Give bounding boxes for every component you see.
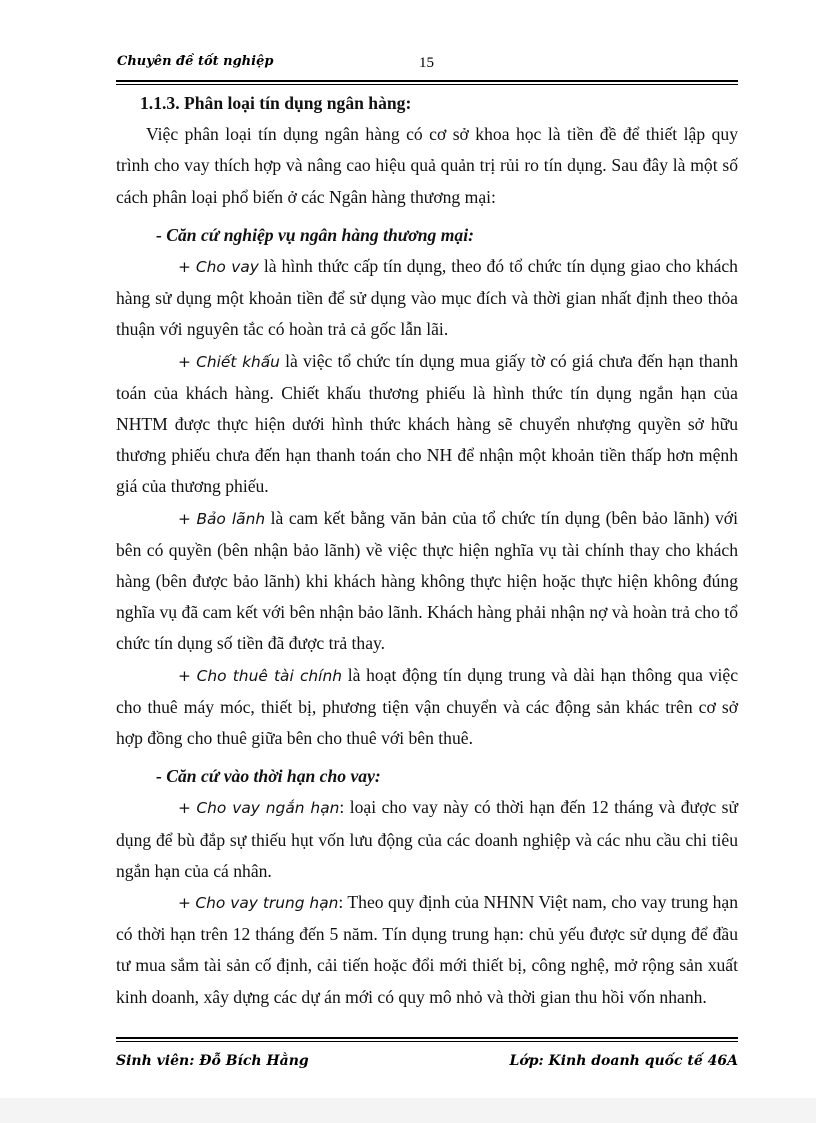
item-term: Bảo lãnh xyxy=(196,509,266,528)
item-text: : loại cho vay này có thời hạn đến 12 tháng và được sử dụng để bù đắp sự thiếu hụt vốn lưu động của các doanh nghiệp và các nhu cầu chi tiêu ngắn hạn của cá nhân. xyxy=(116,797,739,881)
plus-sign: + xyxy=(178,799,191,818)
footer-rule xyxy=(116,1037,738,1039)
list-item xyxy=(116,660,738,755)
item-term: Cho vay trung hạn xyxy=(195,894,339,913)
item-text: là cam kết bằng văn bản của tổ chức tín dụng (bên bảo lãnh) với bên có quyền (bên nhận bảo lãnh) về việc thực hiện nghĩa vụ tài chính thay cho khách hàng (bên được bảo lãnh) khi khách hàng không thực hiện hoặc thực hiện không đúng nghĩa vụ đã cam kết với bên nhận bảo lãnh. Khách hàng phải nhận nợ và hoàn trả cho tổ chức tín dụng số tiền đã được trả thay. xyxy=(116,507,739,654)
footer-student: Sinh viên: Đỗ Bích Hằng xyxy=(116,1053,309,1069)
item-term: Cho vay xyxy=(195,258,259,277)
plus-sign: + xyxy=(178,509,191,528)
page-bottom-margin xyxy=(0,1098,816,1123)
item-term: Chiết khấu xyxy=(196,352,280,371)
list-item xyxy=(116,251,738,346)
plus-sign: + xyxy=(178,894,191,913)
list-item xyxy=(116,346,738,503)
plus-sign: + xyxy=(178,352,191,371)
list-item xyxy=(116,887,738,1013)
item-term: Cho vay ngắn hạn xyxy=(196,799,340,818)
body-text xyxy=(116,88,738,1013)
header-rule xyxy=(116,80,738,82)
header-title: Chuyên đề tốt nghiệp xyxy=(117,54,274,69)
list-item xyxy=(116,792,738,887)
section-heading: 1.1.3. Phân loại tín dụng ngân hàng: xyxy=(140,93,412,113)
plus-sign: + xyxy=(178,666,191,685)
page-number: 15 xyxy=(419,55,434,71)
footer-rule-thin xyxy=(116,1041,738,1042)
criterion-heading-1: - Căn cứ nghiệp vụ ngân hàng thương mại: xyxy=(156,224,474,245)
plus-sign: + xyxy=(178,258,191,277)
intro-paragraph: Việc phân loại tín dụng ngân hàng có cơ sở khoa học là tiền đề để thiết lập quy trình cho vay thích hợp và nâng cao hiệu quả quản trị rủi ro tín dụng. Sau đây là một số cách phân loại phổ biến ở các Ngân hàng thương mại: xyxy=(116,124,738,207)
header-rule-thin xyxy=(116,84,738,85)
footer-class: Lớp: Kinh doanh quốc tế 46A xyxy=(509,1053,738,1069)
item-term: Cho thuê tài chính xyxy=(196,666,342,685)
item-text: là việc tổ chức tín dụng mua giấy tờ có giá chưa đến hạn thanh toán của khách hàng. Chiết khấu thương phiếu là hình thức tín dụng ngắn hạn của NHTM được thực hiện dưới hình thức khách hàng sẽ chuyển nhượng quyền sở hữu thương phiếu chưa đến hạn thanh toán cho NH để nhận một khoản tiền thấp hơn mệnh giá của thương phiếu. xyxy=(116,350,738,497)
item-text: là hoạt động tín dụng trung và dài hạn thông qua việc cho thuê máy móc, thiết bị, phương tiện vận chuyển và các động sản khác trên cơ sở hợp đồng cho thuê giữa bên cho thuê với bên thuê. xyxy=(116,664,738,749)
item-text: là hình thức cấp tín dụng, theo đó tổ chức tín dụng giao cho khách hàng sử dụng một khoản tiền để sử dụng vào mục đích và thời gian nhất định theo thỏa thuận với nguyên tắc có hoàn trả cả gốc lẫn lãi. xyxy=(116,256,738,340)
item-text: : Theo quy định của NHNN Việt nam, cho vay trung hạn có thời hạn trên 12 tháng đến 5 năm. Tín dụng trung hạn: chủ yếu được sử dụng để đầu tư mua sắm tài sản cố định, cải tiến hoặc đổi mới thiết bị, công nghệ, mở rộng sản xuất kinh doanh, xây dựng các dự án mới có quy mô nhỏ và thời gian thu hồi vốn nhanh. xyxy=(116,892,738,1007)
criterion-heading-2: - Căn cứ vào thời hạn cho vay: xyxy=(156,766,381,787)
list-item xyxy=(116,503,738,660)
